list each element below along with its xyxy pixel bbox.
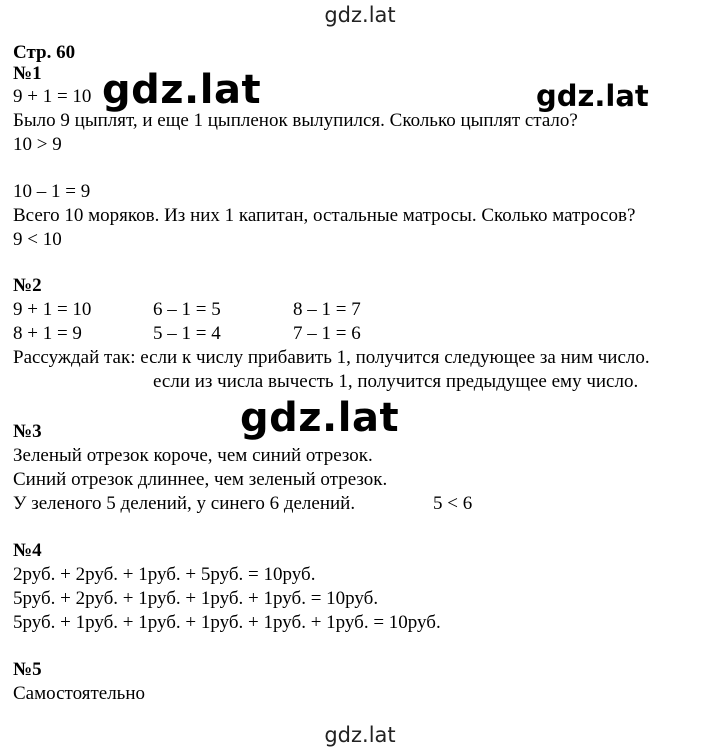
watermark-top: gdz.lat bbox=[324, 3, 396, 27]
task1-line: 10 – 1 = 9 bbox=[13, 181, 91, 202]
task1-line: Всего 10 моряков. Из них 1 капитан, остальные матросы. Сколько матросов? bbox=[13, 205, 636, 226]
task2-equation: 8 – 1 = 7 bbox=[293, 299, 361, 320]
task1-line: 10 > 9 bbox=[13, 134, 62, 155]
task2-reasoning: если из числа вычесть 1, получится предыдущее ему число. bbox=[153, 371, 639, 392]
task2-reasoning: Рассуждай так: если к числу прибавить 1, получится следующее за ним число. bbox=[13, 347, 650, 368]
task1-line: 9 + 1 = 10 bbox=[13, 86, 92, 107]
task5-line: Самостоятельно bbox=[13, 683, 146, 704]
task1-line: Было 9 цыплят, и еще 1 цыпленок вылупился. Сколько цыплят стало? bbox=[13, 110, 578, 131]
task3-line: У зеленого 5 делений, у синего 6 делений. bbox=[13, 493, 356, 514]
watermark-right: gdz.lat bbox=[536, 79, 649, 113]
task2-equation: 7 – 1 = 6 bbox=[293, 323, 361, 344]
task3-line: Синий отрезок длиннее, чем зеленый отрезок. bbox=[13, 469, 388, 490]
task4-line: 2руб. + 2руб. + 1руб. + 5руб. = 10руб. bbox=[13, 564, 316, 585]
task2-equation: 6 – 1 = 5 bbox=[153, 299, 221, 320]
watermark-center: gdz.lat bbox=[240, 395, 400, 441]
task1-header: №1 bbox=[13, 63, 42, 84]
task2-equation: 5 – 1 = 4 bbox=[153, 323, 221, 344]
watermark-large: gdz.lat bbox=[102, 67, 262, 113]
task2-equation: 8 + 1 = 9 bbox=[13, 323, 82, 344]
task3-header: №3 bbox=[13, 421, 42, 442]
task2-equation: 9 + 1 = 10 bbox=[13, 299, 92, 320]
task4-line: 5руб. + 2руб. + 1руб. + 1руб. + 1руб. = 10руб. bbox=[13, 588, 379, 609]
task3-comparison: 5 < 6 bbox=[433, 493, 473, 514]
task2-header: №2 bbox=[13, 275, 42, 296]
task3-line: Зеленый отрезок короче, чем синий отрезок. bbox=[13, 445, 373, 466]
task5-header: №5 bbox=[13, 659, 42, 680]
task1-line: 9 < 10 bbox=[13, 229, 62, 250]
page-label: Стр. 60 bbox=[13, 42, 76, 63]
task4-header: №4 bbox=[13, 540, 42, 561]
task4-line: 5руб. + 1руб. + 1руб. + 1руб. + 1руб. + 1руб. = 10руб. bbox=[13, 612, 441, 633]
watermark-bottom: gdz.lat bbox=[324, 723, 396, 747]
